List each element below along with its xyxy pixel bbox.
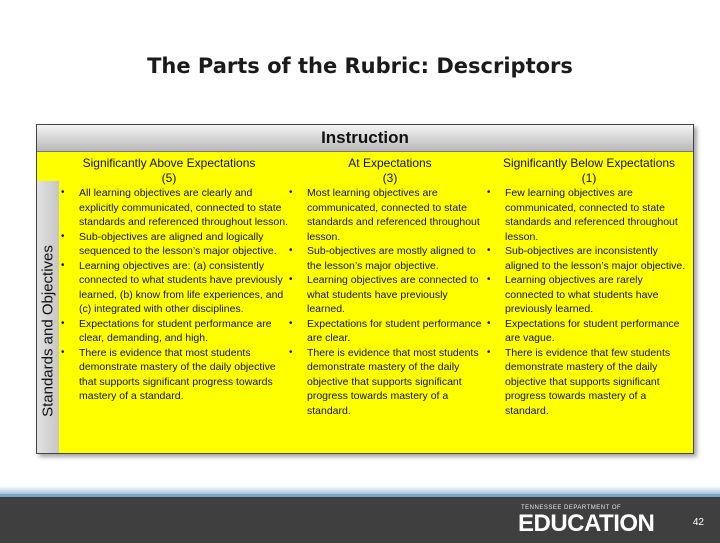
column-rating: (5) [161, 171, 177, 185]
logo-subtitle: TENNESSEE DEPARTMENT OF [521, 505, 622, 511]
column-heading-above [67, 156, 271, 186]
descriptor-item: • There is evidence that most students demonstrate mastery of the daily objective that supports significant progress towards mastery of a standard. [61, 346, 291, 404]
instruction-banner: Instruction [37, 125, 693, 152]
column-rating: (3) [382, 171, 398, 185]
slide-footer [0, 494, 720, 543]
column-heading-text: Significantly Above Expectations [82, 156, 256, 170]
descriptor-item: • Sub-objectives are aligned and logically sequenced to the lesson’s major objective. [61, 230, 291, 259]
column-heading-text: At Expectations [348, 156, 432, 170]
side-label-bar [37, 181, 59, 453]
descriptor-item: • Few learning objectives are communicated, connected to state standards and referenced throughout lesson. [487, 186, 690, 244]
descriptor-item: • Learning objectives are: (a) consistently connected to what students have previously learned, (b) know from life experiences, and (c) integrated with other disciplines. [61, 259, 291, 317]
descriptor-list-at [289, 186, 485, 418]
descriptor-item: • Sub-objectives are mostly aligned to the lesson’s major objective. [289, 244, 485, 273]
descriptor-item: • Expectations for student performance are clear. [289, 317, 485, 346]
side-label: Standards and Objectives [39, 245, 57, 417]
slide-title: The Parts of the Rubric: Descriptors [147, 54, 573, 78]
descriptor-item: • There is evidence that few students demonstrate mastery of the daily objective that supports significant progress towards mastery of a standard. [487, 346, 690, 419]
descriptor-item: • All learning objectives are clearly and explicitly communicated, connected to state standards and referenced throughout lesson. [61, 186, 291, 230]
descriptor-item: • Expectations for student performance are clear, demanding, and high. [61, 317, 291, 346]
descriptor-item: • There is evidence that most students demonstrate mastery of the daily objective that supports significant progress towards mastery of a standard. [289, 346, 485, 419]
descriptor-list-below [487, 186, 690, 418]
column-heading-below [487, 156, 691, 186]
column-rating: (1) [581, 171, 597, 185]
footer-accent [0, 486, 720, 494]
descriptor-item: • Learning objectives are rarely connected to what students have previously learned. [487, 273, 690, 317]
descriptor-item: • Expectations for student performance are vague. [487, 317, 690, 346]
education-logo: EDUCATION [518, 510, 655, 537]
descriptor-list-above [61, 186, 291, 404]
descriptor-item: • Sub-objectives are inconsistently aligned to the lesson’s major objective. [487, 244, 690, 273]
column-heading-at [295, 156, 485, 186]
rubric-table [36, 124, 694, 454]
descriptor-item: • Most learning objectives are communicated, connected to state standards and referenced throughout lesson. [289, 186, 485, 244]
descriptor-item: • Learning objectives are connected to what students have previously learned. [289, 273, 485, 317]
page-number: 42 [692, 517, 704, 528]
column-heading-text: Significantly Below Expectations [502, 156, 676, 170]
